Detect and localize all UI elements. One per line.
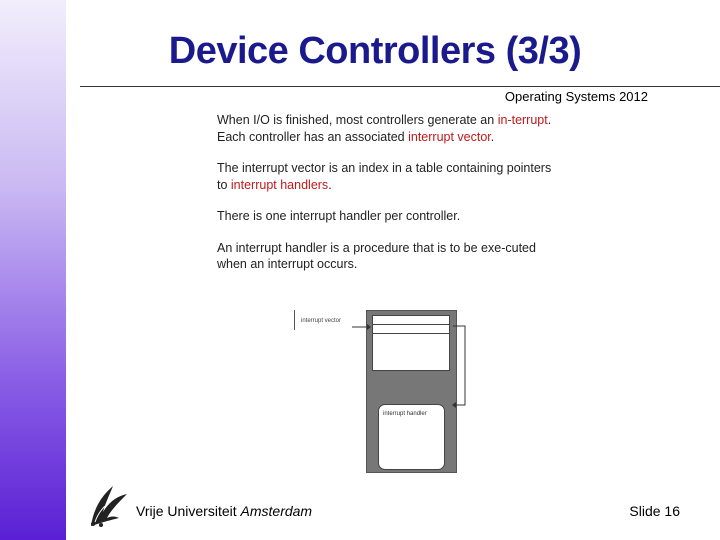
paragraph-1 (217, 112, 557, 145)
university-name (136, 503, 312, 519)
text-run: . Each controller has an associated (217, 113, 552, 144)
university-name-italic: Amsterdam (240, 503, 313, 519)
highlight-interrupt-vector: interrupt vector (408, 129, 491, 144)
course-label: Operating Systems 2012 (504, 89, 648, 104)
text-run: . (328, 177, 332, 192)
title-divider (80, 86, 720, 87)
highlight-interrupt-handlers: interrupt handlers (230, 177, 329, 192)
university-logo-icon (85, 482, 129, 528)
interrupt-diagram (285, 305, 485, 480)
highlight-interrupt: in-terrupt (497, 113, 548, 127)
handler-pointer-arrow (453, 326, 465, 405)
paragraph-2 (217, 160, 557, 193)
pointer-arrows (285, 305, 485, 480)
text-run: The interrupt vector is an index in a table containing pointers to (217, 161, 552, 192)
interrupt-handler-label: interrupt handler (383, 411, 427, 417)
slide-body (217, 112, 557, 288)
text-run: When I/O is finished, most controllers generate an (217, 113, 498, 127)
slide-title: Device Controllers (3/3) (168, 30, 582, 72)
paragraph-4: An interrupt handler is a procedure that is to be exe-cuted when an interrupt occurs. (217, 240, 536, 271)
interrupt-vector-label: interrupt vector (301, 318, 342, 324)
arrowhead-icon (367, 324, 371, 330)
paragraph-3: There is one interrupt handler per controller. (217, 209, 461, 223)
text-run: . (490, 129, 495, 144)
university-name-plain: Vrije Universiteit (136, 503, 241, 519)
decorative-sidebar (0, 0, 66, 540)
arrowhead-icon (452, 402, 456, 408)
slide-number: Slide 16 (629, 503, 680, 519)
